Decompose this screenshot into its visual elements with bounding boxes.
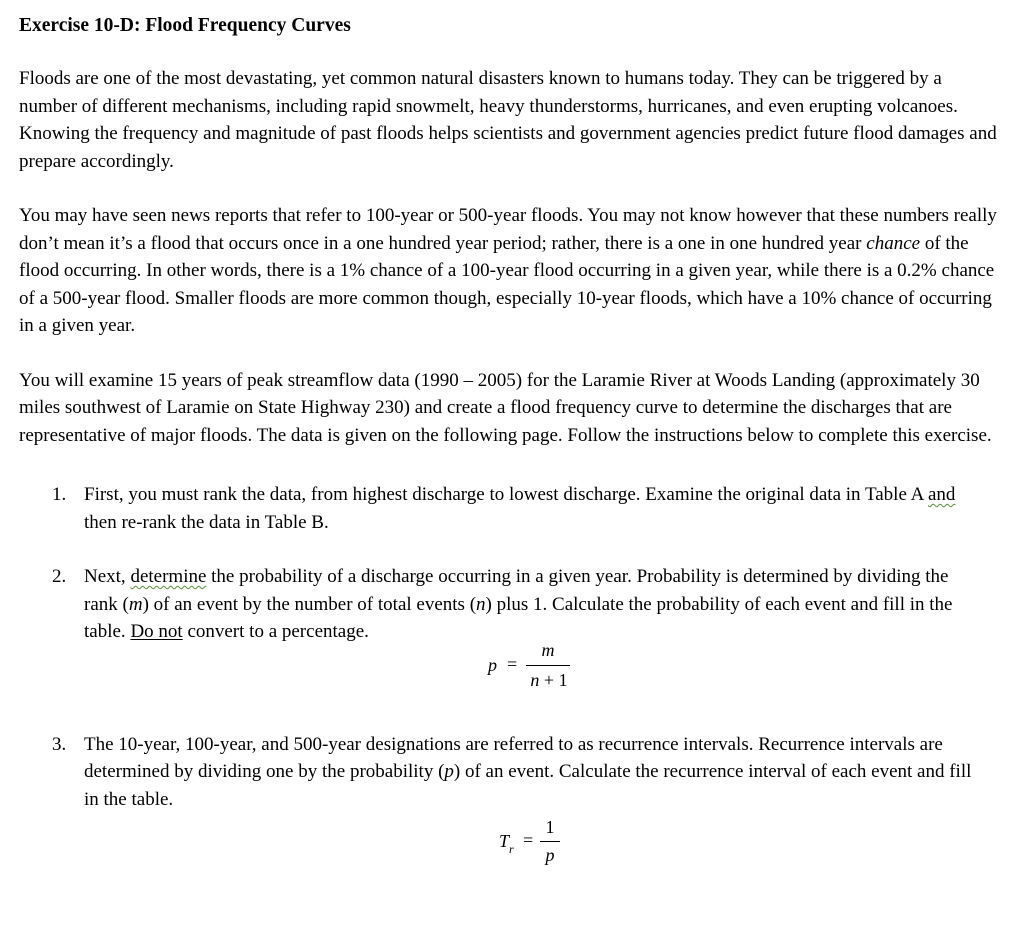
underlined-text: Do not	[130, 621, 183, 642]
formula-numerator: m	[541, 639, 555, 660]
formula-lhs: p	[488, 654, 497, 675]
step-text	[84, 481, 984, 536]
step-text-part: the probability of a discharge occurring in a given year. Probability is determined by dividing the rank (	[84, 566, 949, 615]
step-text	[84, 731, 984, 814]
formula-denominator: p	[545, 845, 555, 865]
variable-p: p	[444, 761, 454, 782]
intro-paragraph: Floods are one of the most devastating, yet common natural disasters known to humans today. They can be triggered by a number of different mechanisms, including rapid snowmelt, heavy thunderstorms, hurricanes, and even erupting volcanoes. Knowing the frequency and magnitude of past floods helps scientists and government agencies predict future flood damages and prepare accordingly.	[19, 68, 997, 172]
instruction-list	[19, 481, 1002, 875]
variable-m: m	[128, 593, 143, 615]
denominator-variable: n	[530, 669, 540, 690]
step-text-part: Next,	[84, 566, 131, 587]
equals-sign: =	[507, 653, 518, 674]
formula-numerator: 1	[545, 817, 555, 837]
list-item-step-1	[19, 481, 1002, 536]
spellcheck-flagged-word: determine	[130, 566, 207, 587]
formula-lhs	[499, 828, 514, 858]
paragraph-text: of the flood occurring. In other words, there is a 1% chance of a 100-year flood occurring in a given year, while there is a 0.2% chance of a 500-year flood. Smaller floods are more common though, especially 10-year floods, which have a 10% chance of occurring in a given year.	[19, 232, 995, 336]
lhs-subscript: r	[509, 842, 514, 856]
spellcheck-flagged-word: and	[928, 484, 956, 505]
step-text-part: then re-rank the data in Table B.	[84, 511, 329, 533]
recurrence-formula	[84, 813, 1002, 875]
step-number: 3.	[52, 733, 67, 755]
step-text	[84, 563, 984, 646]
data-paragraph: You will examine 15 years of peak streamflow data (1990 – 2005) for the Laramie River at Woods Landing (approximately 30 miles southwest of Laramie on State Highway 230) and create a flood frequency curve to determine the discharges that are representative of major floods. The data is given on the following page. Follow the instructions below to complete this exercise.	[19, 369, 992, 446]
variable-n: n	[476, 593, 486, 615]
step-text-part: ) plus 1. Calculate the probability of each event and fill in the table.	[84, 593, 953, 642]
page-title: Exercise 10-D: Flood Frequency Curves	[19, 15, 351, 36]
step-text-part: convert to a percentage.	[182, 621, 369, 642]
list-item-step-3	[19, 731, 1002, 876]
paragraph-text: You may have seen news reports that refer to 100-year or 500-year floods. You may not know however that these numbers really don’t mean it’s a flood that occurs once in a one hundred year period; rather, there is a one in one hundred year	[19, 205, 997, 254]
probability-formula	[84, 639, 1002, 714]
denominator-rest: + 1	[539, 669, 568, 690]
fraction-bar	[526, 665, 570, 666]
lhs-variable: T	[499, 831, 510, 851]
step-text-part: First, you must rank the data, from highest discharge to lowest discharge. Examine the original data in Table A	[84, 484, 928, 505]
list-item-step-2	[19, 563, 1002, 714]
formula-denominator	[524, 667, 574, 695]
step-text-part: The 10-year, 100-year, and 500-year designations are referred to as recurrence intervals. Recurrence intervals are determined by dividing one by the probability (	[84, 733, 943, 782]
step-text-part: ) of an event. Calculate the recurrence interval of each event and fill in the table.	[84, 761, 972, 810]
emphasis-chance: chance	[866, 232, 921, 254]
step-number: 2.	[52, 566, 67, 587]
step-text-part: ) of an event by the number of total events (	[142, 593, 477, 615]
step-number: 1.	[52, 484, 67, 505]
equals-sign: =	[523, 830, 534, 850]
hundred-year-paragraph	[19, 202, 1004, 340]
